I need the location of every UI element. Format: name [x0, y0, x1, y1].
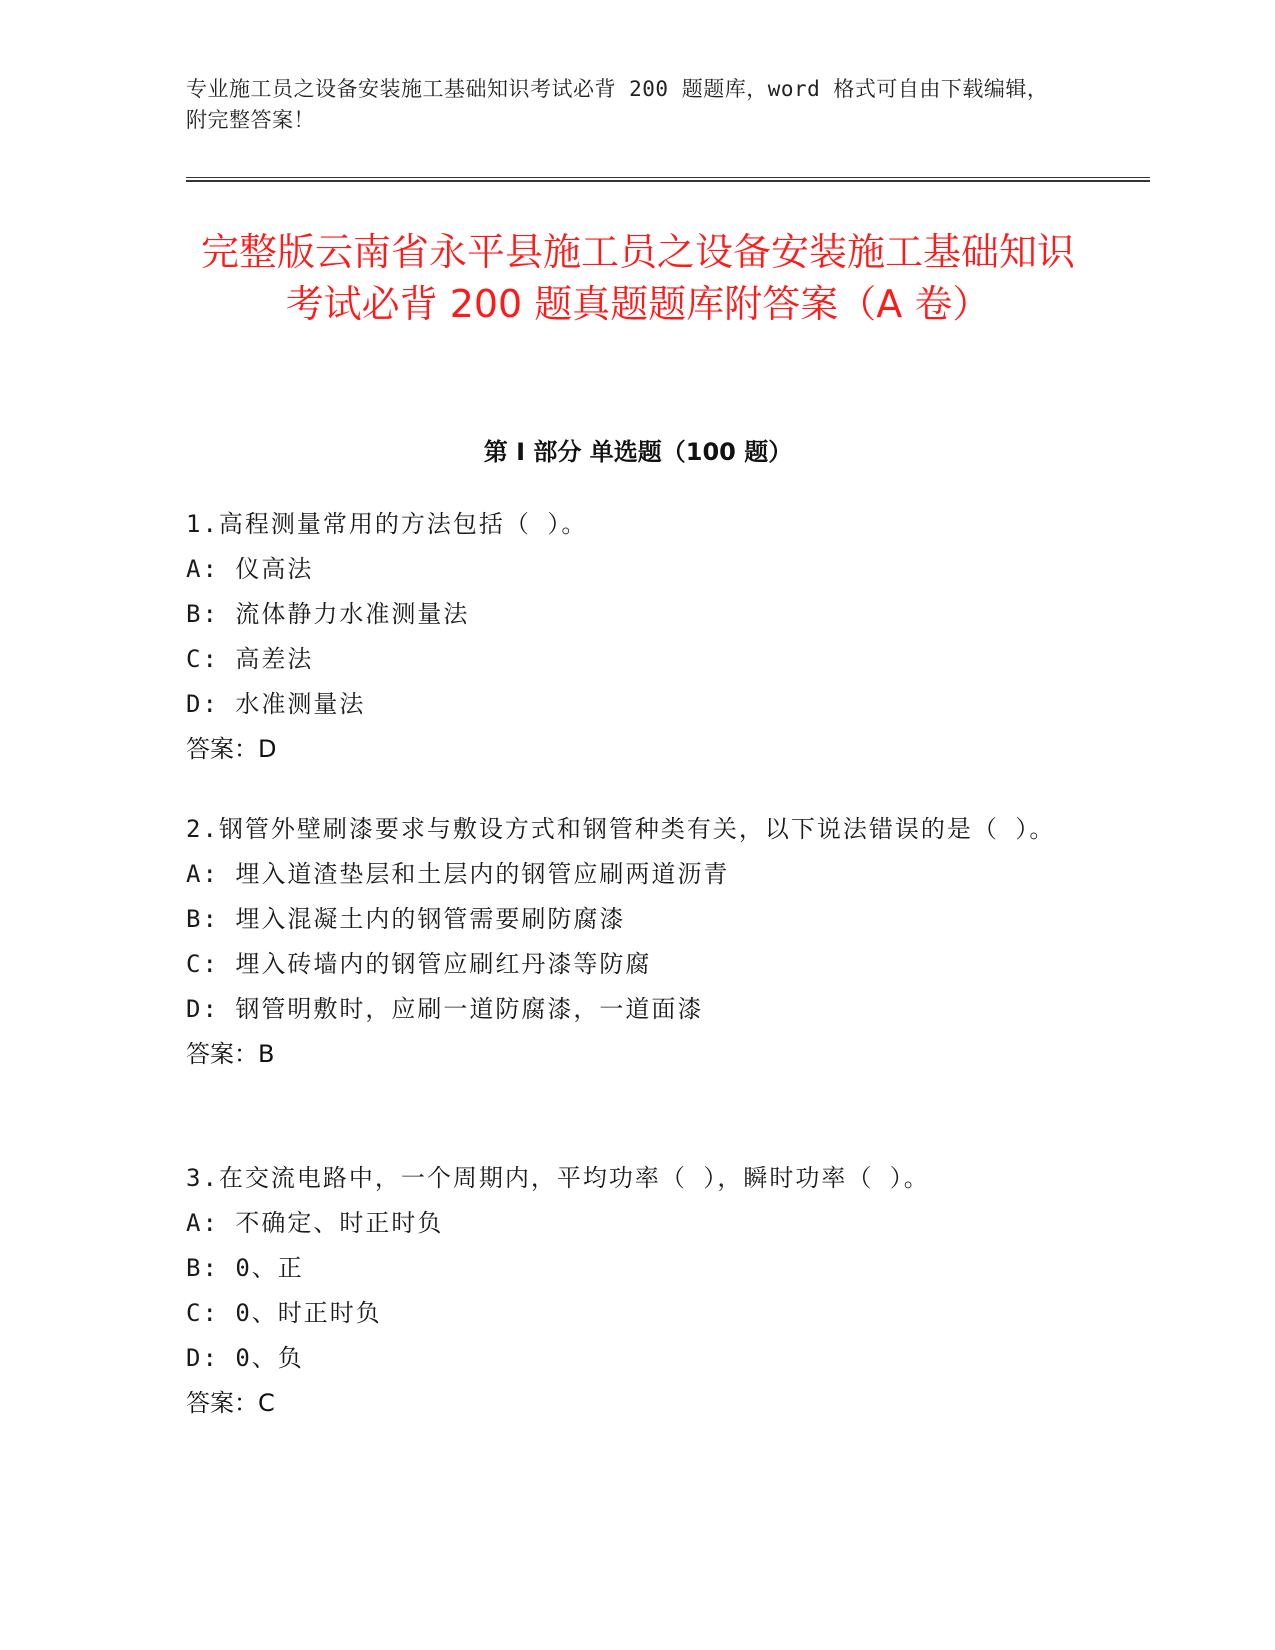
option-d: D: 0、负 — [186, 1344, 304, 1372]
option-c: C: 0、时正时负 — [186, 1299, 382, 1327]
section-heading: 第 I 部分 单选题（100 题） — [483, 438, 793, 466]
question-1 — [186, 502, 1086, 772]
option-d: D: 钢管明敷时，应刷一道防腐漆，一道面漆 — [186, 995, 704, 1023]
option-a: A: 仪高法 — [186, 555, 314, 583]
question-stem: 1.高程测量常用的方法包括（ ）。 — [186, 510, 588, 538]
answer: 答案：B — [186, 1040, 275, 1068]
question-3 — [186, 1156, 1086, 1426]
document-title: 完整版云南省永平县施工员之设备安装施工基础知识考试必背 200 题真题题库附答案（A 卷） — [200, 230, 1075, 326]
option-b: B: 埋入混凝土内的钢管需要刷防腐漆 — [186, 905, 626, 933]
option-b: B: 0、正 — [186, 1254, 304, 1282]
header-divider — [186, 177, 1150, 182]
option-a: A: 不确定、时正时负 — [186, 1209, 444, 1237]
answer: 答案：C — [186, 1389, 275, 1417]
question-2 — [186, 807, 1086, 1077]
option-c: C: 高差法 — [186, 645, 314, 673]
question-stem: 2.钢管外壁刷漆要求与敷设方式和钢管种类有关，以下说法错误的是（ ）。 — [186, 815, 1056, 843]
question-stem: 3.在交流电路中，一个周期内，平均功率（ ），瞬时功率（ ）。 — [186, 1164, 930, 1192]
option-d: D: 水准测量法 — [186, 690, 366, 718]
option-b: B: 流体静力水准测量法 — [186, 600, 470, 628]
option-a: A: 埋入道渣垫层和土层内的钢管应刷两道沥青 — [186, 860, 730, 888]
answer: 答案：D — [186, 735, 277, 763]
option-c: C: 埋入砖墙内的钢管应刷红丹漆等防腐 — [186, 950, 652, 978]
header-note: 专业施工员之设备安装施工基础知识考试必背 200 题题库，word 格式可自由下载编辑，附完整答案！ — [186, 77, 1049, 132]
